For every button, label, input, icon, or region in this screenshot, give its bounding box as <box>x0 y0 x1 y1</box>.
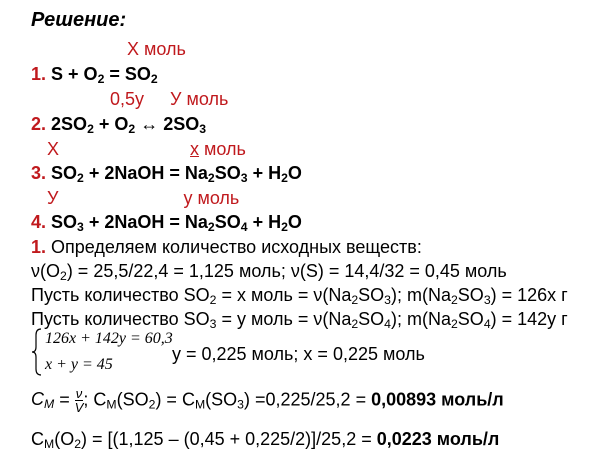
cm-symbol: $C_M$ <box>31 389 55 412</box>
system-equation-1: 126x + 142y = 60,3 <box>45 330 173 347</box>
curly-brace-icon <box>31 327 43 377</box>
reaction-1 <box>31 64 158 87</box>
reaction-4 <box>31 212 302 235</box>
reaction2-annotation: 0,5у У моль <box>110 89 229 109</box>
reaction1-annotation: Х моль <box>127 39 186 59</box>
system-solution: у = 0,225 моль; х = 0,225 моль <box>172 344 425 364</box>
reaction-1-formula: $S + O_2 = SO_2$ <box>51 64 158 87</box>
let-so2-line: Пусть количество $SO_2 = х$ моль = $\nu(Na_2SO_3)$; $m(Na_2SO_3) = 126х$ г <box>31 285 568 308</box>
molar-concentration-formula: $C_M$ = $\frac{\nu}{V}$ ; $C_M(SO_2) = C_M(SO_3) =0,225/25,2 = 0,00893$ моль/л <box>31 386 504 415</box>
step-1-heading: 1. Определяем количество исходных веществ: <box>31 237 422 257</box>
solution-title: Решение: <box>31 9 127 31</box>
reaction-2 <box>31 114 207 137</box>
reaction-2-number: 2. <box>31 114 47 134</box>
system-equation-2: x + y = 45 <box>45 356 113 373</box>
cm-o2-result: 0,0223 моль/л <box>376 429 500 449</box>
reaction-3-number: 3. <box>31 163 47 183</box>
reaction-3-formula: $SO_2$ + 2NaOH = $Na_2SO_3 + H_2O$ <box>51 163 302 186</box>
reaction-4-formula: $SO_3$ + 2NaOH = $Na_2SO_4 + H_2O$ <box>51 212 302 235</box>
nu-over-v-fraction: $\frac{\nu}{V}$ <box>74 386 84 415</box>
moles-calculation: $\nu(O_2) = 25,5/22,4 = 1,125$ моль; ν(S) = 14,4/32 = 0,45 моль <box>31 261 507 284</box>
equation-system <box>31 327 177 377</box>
reaction4-annotation: У у моль <box>47 188 240 208</box>
reaction-1-number: 1. <box>31 64 47 84</box>
reaction-2-formula: $2SO_2 + O_2$ ↔ $2SO_3$ <box>51 114 207 137</box>
reaction3-annotation: Х х моль <box>47 139 246 159</box>
cm-o2-line: $C_M(O_2) = [(1,125 - (0,45 + 0,225/2)]/25,2 = 0,0223$ моль/л <box>31 429 500 452</box>
cm-so2-result: 0,00893 моль/л <box>371 389 504 410</box>
let-so3-line: Пусть количество $SO_3 = у$ моль = $\nu(Na_2SO_4)$; $m(Na_2SO_4) = 142у$ г <box>31 309 568 332</box>
reaction-3 <box>31 163 302 186</box>
reaction-4-number: 4. <box>31 212 47 232</box>
